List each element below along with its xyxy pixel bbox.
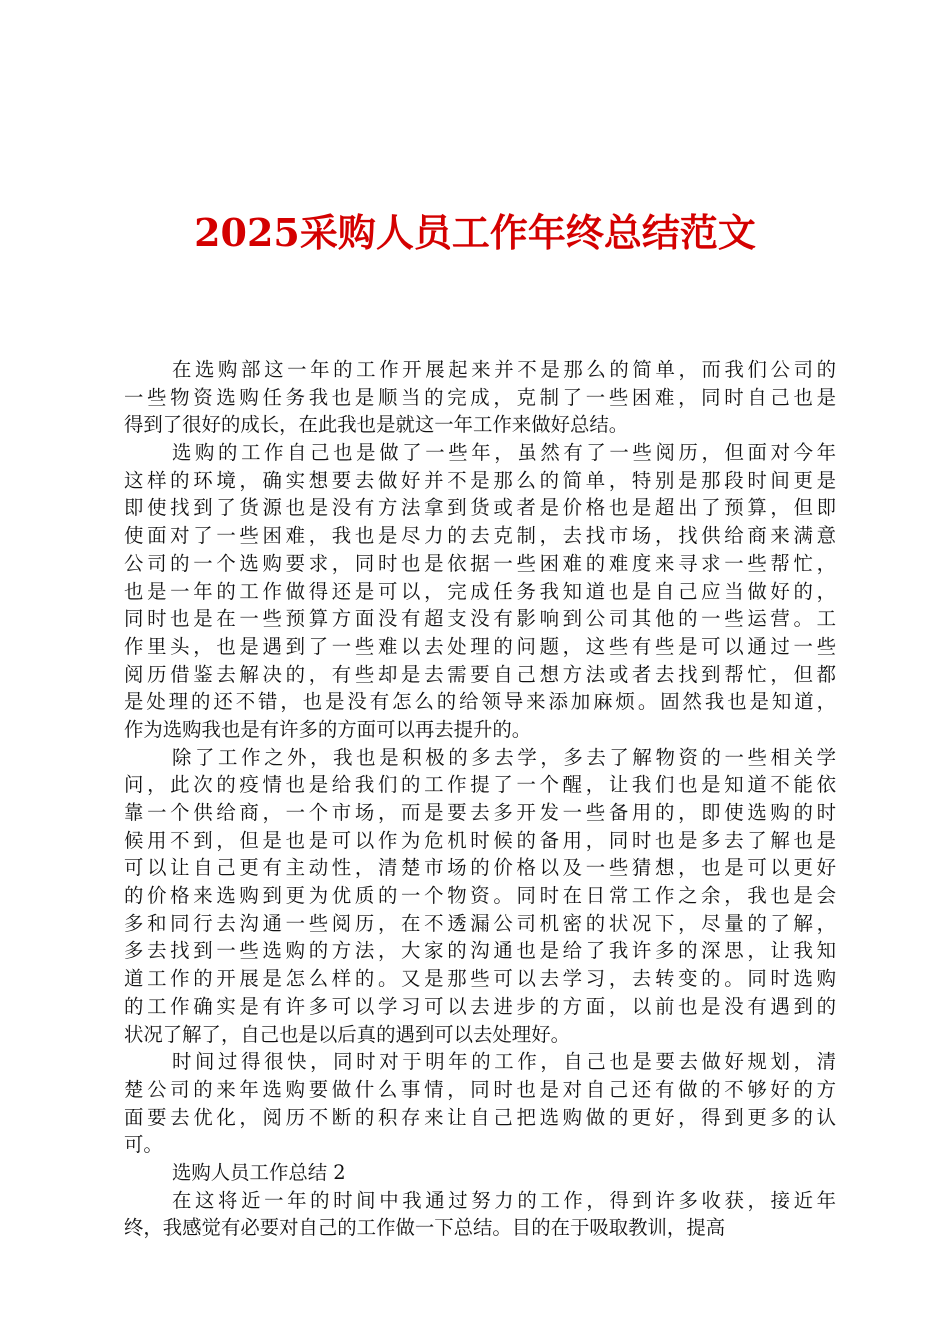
paragraph-line: 公司的一个选购要求，同时也是依据一些困难的难度来寻求一些帮忙， — [124, 551, 836, 575]
paragraph-line: 可以让自己更有主动性，清楚市场的价格以及一些猜想，也是可以更好 — [124, 856, 836, 880]
paragraph-line: 多去找到一些选购的方法，大家的沟通也是给了我许多的深思，让我知 — [124, 939, 836, 963]
paragraph-line: 这样的环境，确实想要去做好并不是那么的简单，特别是那段时间更是 — [124, 468, 836, 492]
paragraph-line: 多和同行去沟通一些阅历，在不透漏公司机密的状况下，尽量的了解， — [124, 911, 836, 935]
paragraph-line: 除了工作之外，我也是积极的多去学，多去了解物资的一些相关学 — [172, 745, 836, 769]
paragraph-line: 选购人员工作总结 2 — [172, 1160, 346, 1184]
paragraph-line: 问，此次的疫情也是给我们的工作提了一个醒，让我们也是知道不能依 — [124, 773, 836, 797]
paragraph-line: 同时也是在一些预算方面没有超支没有影响到公司其他的一些运营。工 — [124, 607, 836, 631]
paragraph-line: 是处理的还不错，也是没有怎么的给领导来添加麻烦。固然我也是知道， — [124, 690, 836, 714]
paragraph-line: 的工作确实是有许多可以学习可以去进步的方面，以前也是没有遇到的 — [124, 994, 836, 1018]
paragraph-line: 得到了很好的成长，在此我也是就这一年工作来做好总结。 — [124, 413, 629, 437]
document-title: 2025采购人员工作年终总结范文 — [194, 210, 756, 255]
paragraph-line: 道工作的开展是怎么样的。又是那些可以去学习，去转变的。同时选购 — [124, 967, 836, 991]
paragraph-line: 使面对了一些困难，我也是尽力的去克制，去找市场，找供给商来满意 — [124, 524, 836, 548]
document-body — [124, 356, 836, 1242]
paragraph-line: 靠一个供给商，一个市场，而是要去多开发一些备用的，即使选购的时 — [124, 801, 836, 824]
paragraph-line: 候用不到，但是也是可以作为危机时候的备用，同时也是多去了解也是 — [124, 828, 836, 852]
paragraph-line: 在这将近一年的时间中我通过努力的工作，得到许多收获，接近年 — [172, 1188, 836, 1212]
paragraph-line: 作为选购我也是有许多的方面可以再去提升的。 — [124, 717, 532, 741]
paragraph-line: 即使找到了货源也是没有方法拿到货或者是价格也是超出了预算，但即 — [124, 496, 836, 520]
paragraph-line: 终，我感觉有必要对自己的工作做一下总结。目的在于吸取教训，提高 — [124, 1216, 726, 1240]
paragraph-line: 作里头，也是遇到了一些难以去处理的问题，这些有些是可以通过一些 — [124, 634, 836, 658]
paragraph-line: 也是一年的工作做得还是可以，完成任务我知道也是自己应当做好的， — [124, 579, 836, 603]
paragraph-line: 面要去优化，阅历不断的积存来让自己把选购做的更好，得到更多的认 — [124, 1105, 836, 1129]
paragraph-line: 可。 — [124, 1133, 163, 1157]
paragraph-line: 在选购部这一年的工作开展起来并不是那么的简单，而我们公司的 — [172, 358, 836, 381]
paragraph-line: 一些物资选购任务我也是顺当的完成，克制了一些困难，同时自己也是 — [124, 385, 836, 409]
paragraph-line: 选购的工作自己也是做了一些年，虽然有了一些阅历，但面对今年 — [172, 441, 836, 465]
paragraph-line: 楚公司的来年选购要做什么事情，同时也是对自己还有做的不够好的方 — [124, 1077, 836, 1101]
paragraph-line: 的价格来选购到更为优质的一个物资。同时在日常工作之余，我也是会 — [124, 884, 836, 908]
paragraph-line: 阅历借鉴去解决的，有些却是去需要自己想方法或者去找到帮忙，但都 — [124, 662, 836, 686]
paragraph-line: 时间过得很快，同时对于明年的工作，自己也是要去做好规划，清 — [172, 1050, 836, 1074]
paragraph-line: 状况了解了，自己也是以后真的遇到可以去处理好。 — [124, 1022, 570, 1046]
